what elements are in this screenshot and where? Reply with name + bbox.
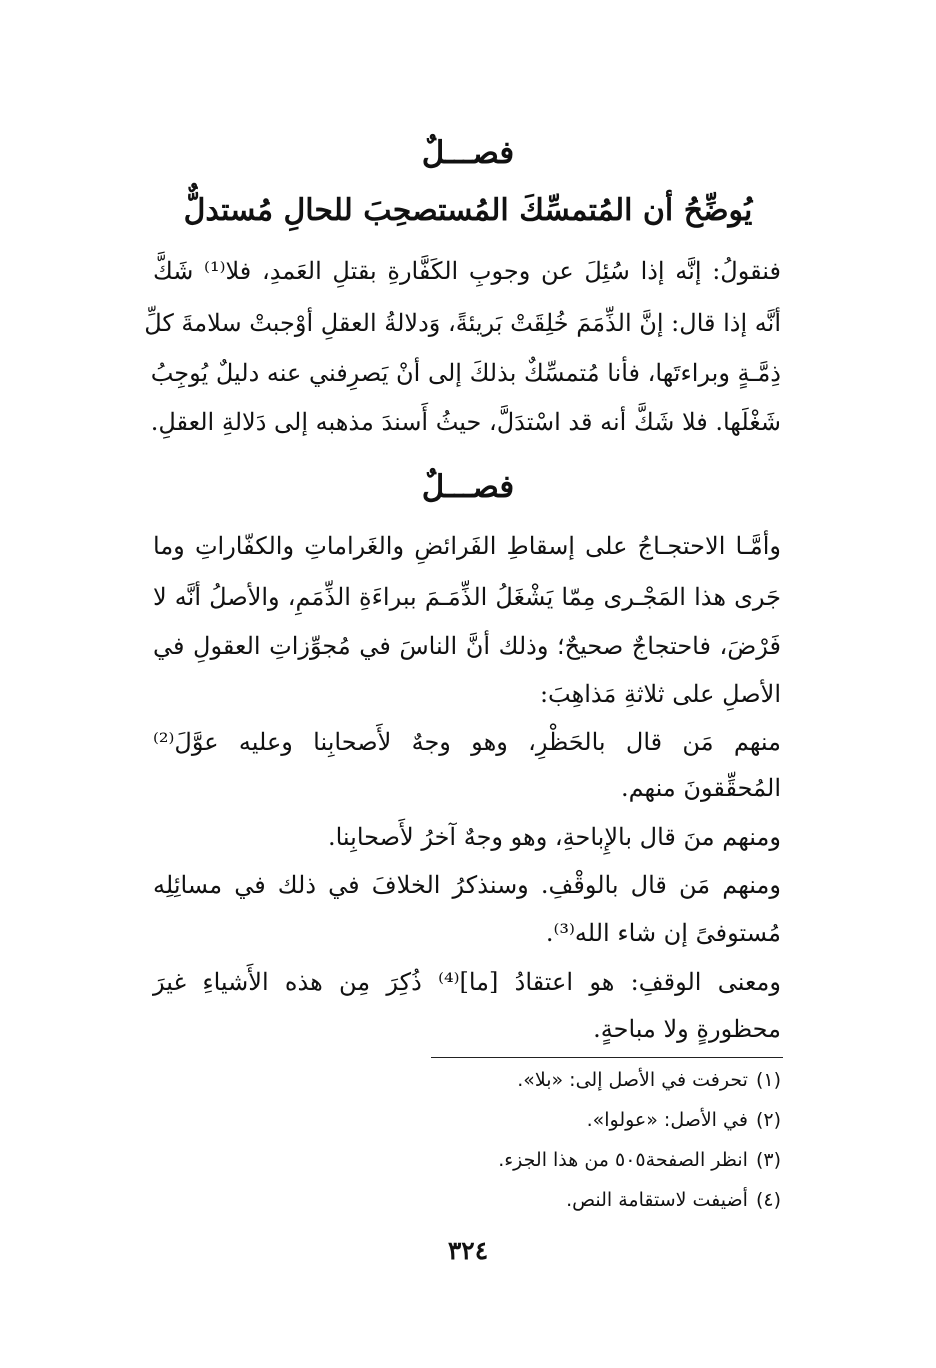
- paragraph-line: المُحقِّقونَ منهم.: [620, 774, 781, 802]
- page-number: ٣٢٤: [447, 1236, 489, 1265]
- paragraph-line: ذِمَّـةٍ وبراءتَها، فأنا مُتمسِّكٌ بذلكَ إلى أنْ يَصرِفني عنه دليلٌ يُوجِبُ: [150, 359, 781, 387]
- paragraph-line: محظورةٍ ولا مباحةٍ.: [593, 1015, 781, 1043]
- footnote-divider: [431, 1057, 783, 1058]
- paragraph-line: مُستوفىً إن شاء الله⁽³⁾.: [545, 919, 781, 947]
- paragraph-line: ومنهم منَ قال بالإِباحةِ، وهو وجهٌ آخرُ لأَصحابِنا.: [327, 823, 781, 851]
- footnote-number: (٣): [755, 1149, 781, 1171]
- paragraph-line: فنقولُ: إنَّه إذا سُئِلَ عن وجوبِ الكَفَّارةِ بقتلِ العَمدِ، فلا⁽¹⁾ شَكَّ: [153, 257, 782, 285]
- footnote: [566, 1191, 781, 1210]
- footnote-number: (٢): [755, 1109, 781, 1131]
- footnote-number: (١): [755, 1069, 781, 1091]
- footnote-number: (٤): [755, 1189, 781, 1211]
- section-heading-2: فصـــلٌ: [421, 469, 515, 505]
- paragraph-line: وأمَّـا الاحتجـاجُ على إسقاطِ الفَرائضِ والغَراماتِ والكفّاراتِ وما: [153, 532, 781, 560]
- paragraph-line: شَغْلَها. فلا شَكَّ أنه قد اسْتدَلَّ، حيثُ أَسندَ مذهبه إلى دَلالةِ العقلِ.: [150, 408, 781, 436]
- paragraph-line: ومعنى الوقفِ: هو اعتقادُ [ما]⁽⁴⁾ ذُكِرَ مِن هذه الأَشياءِ غيرَ: [153, 968, 781, 996]
- footnote-text: أضيفت لاستقامة النص.: [566, 1189, 748, 1211]
- paragraph-line: فَرْضَ، فاحتجاجٌ صحيحٌ؛ وذلك أنَّ الناسَ في مُجوِّزاتِ العقولِ في: [153, 632, 781, 660]
- paragraph-line: منهم مَن قال بالحَظْرِ، وهو وجهٌ لأَصحابِنا وعليه عوَّلَ⁽²⁾: [153, 728, 781, 756]
- footnote-text: في الأصل: «عولوا».: [586, 1109, 748, 1131]
- footnote: [587, 1111, 781, 1130]
- section-subtitle: يُوضِّحُ أن المُتمسِّكَ المُستصحِبَ للحالِ مُستدلٌّ: [183, 193, 753, 228]
- paragraph-line: ومنهم مَن قال بالوقْفِ. وسنذكرُ الخلافَ في ذلك في مسائِلِه: [153, 871, 781, 899]
- section-heading-1: فصـــلٌ: [421, 135, 515, 171]
- footnote-text: تحرفت في الأصل إلى: «بلا».: [517, 1069, 748, 1091]
- footnote: [517, 1071, 781, 1090]
- footnote: [498, 1151, 781, 1170]
- paragraph-line: أنَّه إذا قال: إنَّ الذِّمَمَ خُلِقَتْ بَريئةً، وَدلالةُ العقلِ أوْجبتْ سلامةَ كلِّ: [144, 309, 781, 337]
- footnote-text: انظر الصفحة٥٠٥ من هذا الجزء.: [498, 1149, 748, 1171]
- paragraph-line: الأصلِ على ثلاثةِ مَذاهِبَ:: [539, 680, 781, 708]
- paragraph-line: جَرى هذا المَجْـرى مِمّا يَشْغَلُ الذِّمَـمَ ببراءَةِ الذِّمَمِ، والأصلُ أنَّه لا: [153, 583, 781, 611]
